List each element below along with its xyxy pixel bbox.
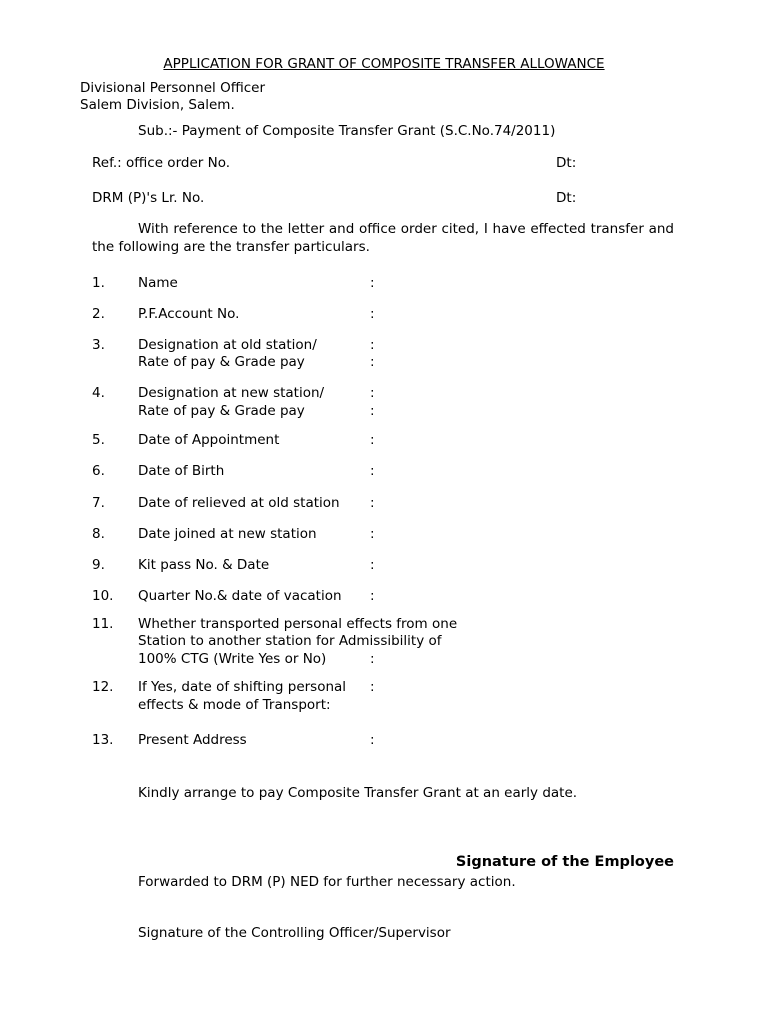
item-label: P.F.Account No. [138, 306, 240, 322]
item-colon: : [370, 432, 375, 448]
signature-controlling-officer: Signature of the Controlling Officer/Supervisor [138, 925, 451, 941]
subject-line: Sub.:- Payment of Composite Transfer Grant (S.C.No.74/2011) [138, 123, 556, 139]
item-colon: : [370, 495, 375, 511]
item-label: Station to another station for Admissibility of [138, 633, 442, 649]
item-colon: : [370, 275, 375, 291]
ref-office-order-date-label: Dt: [556, 155, 577, 171]
item-number: 2. [92, 306, 105, 322]
addressee-line-1: Divisional Personnel Officer [80, 80, 266, 96]
item-label: If Yes, date of shifting personal [138, 679, 347, 695]
item-label: Quarter No.& date of vacation [138, 588, 342, 604]
item-number: 5. [92, 432, 105, 448]
item-colon: : [370, 306, 375, 322]
ref-drm-letter-label: DRM (P)'s Lr. No. [92, 190, 205, 206]
item-colon: : [370, 354, 375, 370]
intro-paragraph: With reference to the letter and office order cited, I have effected transfer and the following are the transfer particulars. [92, 221, 674, 255]
item-label: Date of Appointment [138, 432, 280, 448]
item-label: Whether transported personal effects from one [138, 616, 458, 632]
forwarded-line: Forwarded to DRM (P) NED for further necessary action. [138, 874, 516, 890]
item-colon: : [370, 588, 375, 604]
ref-office-order-label: Ref.: office order No. [92, 155, 231, 171]
item-number: 6. [92, 463, 105, 479]
item-colon: : [370, 651, 375, 667]
signature-employee: Signature of the Employee [455, 854, 674, 870]
item-label: 100% CTG (Write Yes or No) [138, 651, 327, 667]
item-number: 3. [92, 337, 105, 353]
item-label: Designation at old station/ [138, 337, 317, 353]
item-label: Present Address [138, 732, 247, 748]
item-number: 9. [92, 557, 105, 573]
item-colon: : [370, 385, 375, 401]
item-label: Date of Birth [138, 463, 225, 479]
item-label: Rate of pay & Grade pay [138, 354, 305, 370]
item-colon: : [370, 679, 375, 695]
closing-request: Kindly arrange to pay Composite Transfer Grant at an early date. [138, 785, 578, 801]
item-colon: : [370, 557, 375, 573]
item-number: 4. [92, 385, 105, 401]
document-title: APPLICATION FOR GRANT OF COMPOSITE TRANSFER ALLOWANCE [163, 56, 605, 72]
item-number: 12. [92, 679, 114, 695]
item-colon: : [370, 463, 375, 479]
item-number: 1. [92, 275, 105, 291]
item-number: 7. [92, 495, 105, 511]
item-label: Name [138, 275, 178, 291]
item-label: Rate of pay & Grade pay [138, 403, 305, 419]
addressee-line-2: Salem Division, Salem. [80, 97, 235, 113]
item-colon: : [370, 337, 375, 353]
item-label: effects & mode of Transport: [138, 697, 331, 713]
item-colon: : [370, 526, 375, 542]
ref-drm-letter-date-label: Dt: [556, 190, 577, 206]
item-label: Date joined at new station [138, 526, 317, 542]
item-colon: : [370, 403, 375, 419]
item-colon: : [370, 732, 375, 748]
item-label: Designation at new station/ [138, 385, 325, 401]
item-number: 10. [92, 588, 114, 604]
item-number: 13. [92, 732, 114, 748]
item-label: Date of relieved at old station [138, 495, 340, 511]
item-label: Kit pass No. & Date [138, 557, 270, 573]
item-number: 11. [92, 616, 114, 632]
item-number: 8. [92, 526, 105, 542]
